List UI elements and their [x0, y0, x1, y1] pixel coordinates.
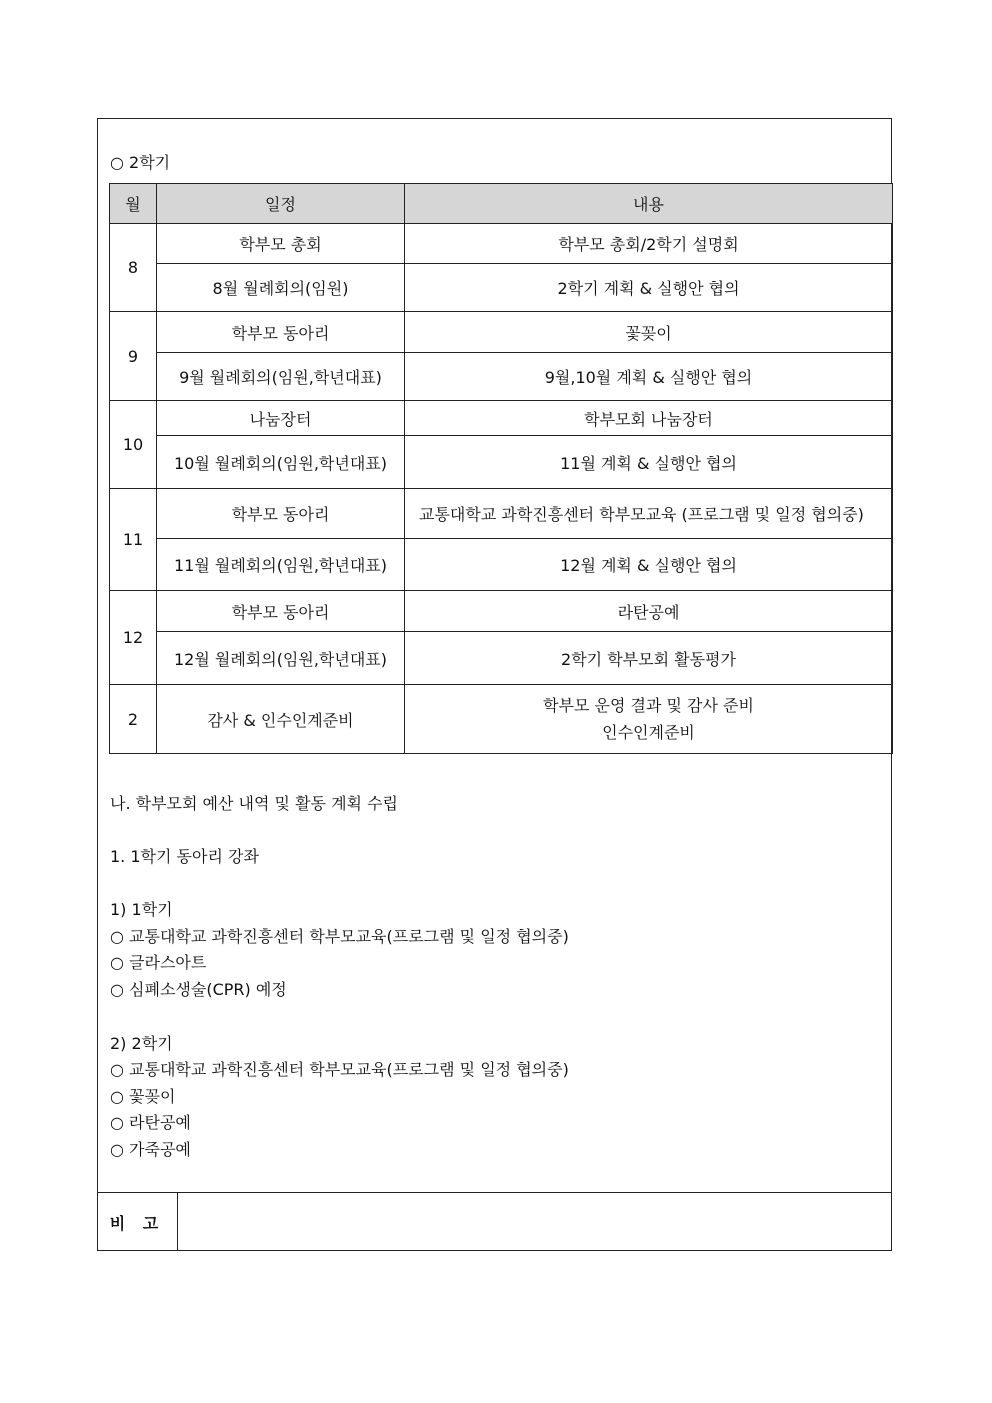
- header-month: 월: [110, 184, 157, 224]
- content-cell: 학부모 총회/2학기 설명회: [405, 224, 893, 264]
- remarks-value: [178, 1193, 892, 1251]
- list-item: ○ 라탄공예: [110, 1113, 191, 1132]
- event-cell: 8월 월례회의(임원): [157, 264, 405, 312]
- table-row: [110, 685, 893, 754]
- content-cell: 라탄공예: [405, 591, 893, 632]
- content-cell: 9월,10월 계획 & 실행안 협의: [405, 353, 893, 401]
- sem2-title: 2) 2학기: [110, 1034, 173, 1053]
- section-1-heading: 1. 1학기 동아리 강좌: [110, 847, 259, 866]
- content-cell: 11월 계획 & 실행안 협의: [405, 436, 893, 489]
- table-row: [110, 353, 893, 401]
- content-cell: [405, 685, 893, 754]
- semester-heading: ○ 2학기: [110, 153, 171, 172]
- table-row: [110, 264, 893, 312]
- event-cell: 12월 월례회의(임원,학년대표): [157, 632, 405, 685]
- content-line: 인수인계준비: [602, 723, 695, 742]
- table-row: [110, 632, 893, 685]
- event-cell: 감사 & 인수인계준비: [157, 685, 405, 754]
- list-item: ○ 글라스아트: [110, 953, 207, 972]
- month-cell: 8: [110, 224, 157, 312]
- table-header-row: [110, 184, 893, 224]
- schedule-table: [109, 183, 893, 754]
- month-cell: 10: [110, 401, 157, 489]
- month-cell: 11: [110, 489, 157, 591]
- table-row: [110, 401, 893, 436]
- header-content: 내용: [405, 184, 893, 224]
- section-na-heading: 나. 학부모회 예산 내역 및 활동 계획 수립: [110, 794, 398, 813]
- list-item: ○ 교통대학교 과학진흥센터 학부모교육(프로그램 및 일정 협의중): [110, 927, 569, 946]
- table-row: [110, 436, 893, 489]
- content-cell: 꽃꽂이: [405, 312, 893, 353]
- event-cell: 학부모 동아리: [157, 312, 405, 353]
- list-item: ○ 꽃꽂이: [110, 1087, 176, 1106]
- content-cell: 교통대학교 과학진흥센터 학부모교육 (프로그램 및 일정 협의중): [405, 489, 893, 539]
- sem1-title: 1) 1학기: [110, 900, 173, 919]
- table-row: [110, 224, 893, 264]
- table-row: [110, 591, 893, 632]
- month-cell: 2: [110, 685, 157, 754]
- event-cell: 11월 월례회의(임원,학년대표): [157, 539, 405, 591]
- event-cell: 학부모 동아리: [157, 489, 405, 539]
- content-cell: 12월 계획 & 실행안 협의: [405, 539, 893, 591]
- list-item: ○ 가죽공예: [110, 1140, 191, 1159]
- table-row: [110, 312, 893, 353]
- list-item: ○ 심폐소생술(CPR) 예정: [110, 980, 287, 999]
- content-cell: 2학기 학부모회 활동평가: [405, 632, 893, 685]
- event-cell: 9월 월례회의(임원,학년대표): [157, 353, 405, 401]
- table-row: [110, 539, 893, 591]
- event-cell: 나눔장터: [157, 401, 405, 436]
- remarks-row: [97, 1192, 892, 1251]
- event-cell: 학부모 동아리: [157, 591, 405, 632]
- event-cell: 학부모 총회: [157, 224, 405, 264]
- list-item: ○ 교통대학교 과학진흥센터 학부모교육(프로그램 및 일정 협의중): [110, 1060, 569, 1079]
- header-event: 일정: [157, 184, 405, 224]
- remarks-label: 비 고: [97, 1193, 178, 1251]
- month-cell: 12: [110, 591, 157, 685]
- content-cell: 학부모회 나눔장터: [405, 401, 893, 436]
- content-line: 학부모 운영 결과 및 감사 준비: [543, 696, 754, 715]
- content-cell: 2학기 계획 & 실행안 협의: [405, 264, 893, 312]
- table-row: [110, 489, 893, 539]
- event-cell: 10월 월례회의(임원,학년대표): [157, 436, 405, 489]
- month-cell: 9: [110, 312, 157, 401]
